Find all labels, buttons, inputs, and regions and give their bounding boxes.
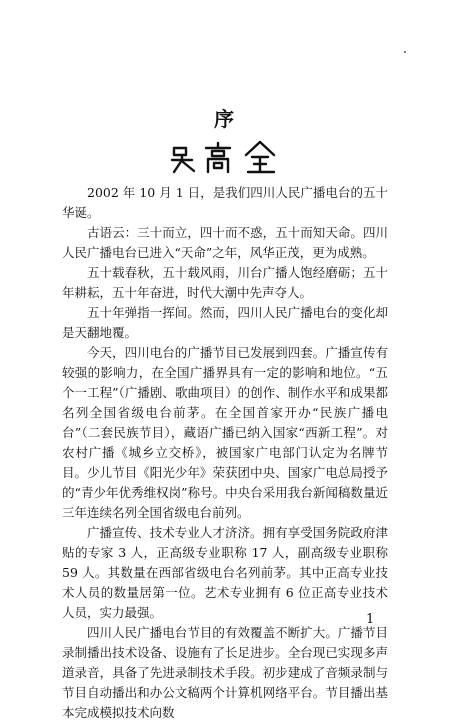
page-number: 1 bbox=[366, 612, 375, 627]
page-heading: 序 bbox=[214, 107, 236, 131]
paragraph: 今天，四川电台的广播节目已发展到四套。广播宣传有较强的影响力，在全国广播界具有一定的影响和地位。“五个一工程”（广播剧、歌曲项目）的创作、制作水平和成果都名列全国省级电台前茅。在全国首家开办“民族广播电台”（二套民族节目），藏语广播已纳入国家“西新工程”。对农村广播《城乡立交桥》，被国家广电部门认定为名牌节目。少儿节目《阳光少年》荣获团中央、国家广电总局授予的“青少年优秀维权岗”称号。中央台采用我台新闻稿数量近三年连续名列全国省级电台前列。 bbox=[62, 345, 388, 520]
paragraph: 广播宣传、技术专业人才济济。拥有享受国务院政府津贴的专家 3 人，正高级专业职称 17 人，副高级专业职称 59 人。其数量在西部省级电台名列前茅。其中正高专业技术人员的数量居第一位。艺术专业拥有 6 位正高专业技术人员，实力最强。 bbox=[62, 525, 388, 620]
paragraph: 五十年弹指一挥间。然而，四川人民广播电台的变化却是天翻地覆。 bbox=[62, 305, 388, 340]
preface-body bbox=[62, 183, 388, 723]
paragraph: 2002 年 10 月 1 日，是我们四川人民广播电台的五十华诞。 bbox=[62, 185, 388, 220]
paragraph: 古语云：三十而立，四十而不惑，五十而知天命。四川人民广播电台已进入“天命”之年，风华正茂，更为成熟。 bbox=[62, 225, 388, 260]
paragraph: 五十载春秋，五十载风雨，川台广播人饱经磨砺；五十年耕耘，五十年奋进，时代大潮中先声夺人。 bbox=[62, 265, 388, 300]
author-signature bbox=[168, 138, 288, 178]
paragraph: 四川人民广播电台节目的有效覆盖不断扩大。广播节目录制播出技术设备、设施有了长足进步。全台现已实现多声道录音，具备了先进录制技术手段。初步建成了音频录制与节目自动播出和办公文稿两个计算机网络平台。节目播出基本完成模拟技术向数 bbox=[62, 625, 388, 720]
scan-speck bbox=[404, 51, 406, 53]
signature-image bbox=[168, 138, 288, 178]
